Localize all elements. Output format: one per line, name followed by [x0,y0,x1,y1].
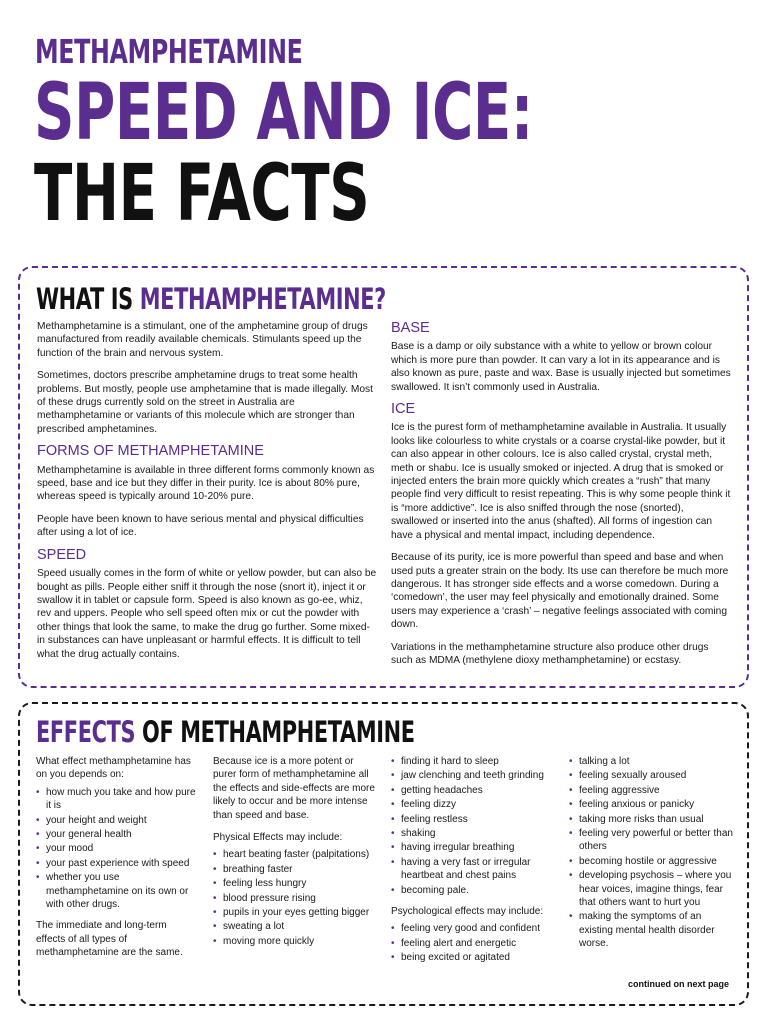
list-item: • jaw clenching and teeth grinding [391,769,561,782]
paragraph: Methamphetamine is a stimulant, one of the amphetamine group of drugs manufactured from readily available chemicals. Stimulants speed up the function of the brain and nervous system. [37,321,368,359]
list-item: • feeling very good and confident [391,922,561,935]
list-item: • feeling alert and energetic [391,937,561,950]
list-item: • taking more risks than usual [569,813,734,826]
list-item: • your height and weight [36,814,196,827]
heading-accent: EFFECTS [36,715,136,749]
list-item: • heart beating faster (palpitations) [213,848,378,861]
paragraph: Because of its purity, ice is more powerful than speed and base and when used puts a greater strain on the body. Its use can therefore be much more dangerous. It has stronger side effects and a worse comedown. During a ‘comedown’, the user may feel physically and emotionally drained. Some users may experience a ‘crash’ – negative feelings associated with coming down. [391,552,729,631]
effects-column-4 [569,755,734,959]
list-item: • breathing faster [213,863,378,876]
bullet-list [36,786,196,912]
paragraph: People have been known to have serious mental and physical difficulties after using a lot of ice. [37,513,364,539]
list-item: • having a very fast or irregular heartbeat and chest pains [391,856,561,883]
what-is-column-left [37,320,377,670]
list-item: • being excited or agitated [391,951,561,964]
paragraph: Variations in the methamphetamine structure also produce other drugs such as MDMA (methylene dioxy methamphetamine) or ecstasy. [391,641,709,666]
list-item: • finding it hard to sleep [391,755,561,768]
list-item: • your mood [36,842,196,855]
list-item: • blood pressure rising [213,892,378,905]
list-item: • feeling sexually aroused [569,769,734,782]
heading-plain: OF METHAMPHETAMINE [135,715,415,749]
paragraph: The immediate and long-term effects of all types of methamphetamine are the same. [36,920,183,959]
subheading-base: BASE [391,320,430,336]
list-item: • getting headaches [391,784,561,797]
list-item: • whether you use methamphetamine on its own or with other drugs. [36,871,196,911]
list-item: • feeling very powerful or better than others [569,827,734,854]
list-item: • becoming hostile or aggressive [569,855,734,868]
list-item: • how much you take and how pure it is [36,786,196,813]
list-item: • making the symptoms of an existing mental health disorder worse. [569,910,734,950]
list-item: • feeling anxious or panicky [569,798,734,811]
section-heading-effects [36,715,415,749]
effects-column-1 [36,755,196,969]
list-item: • having irregular breathing [391,841,561,854]
list-item: • moving more quickly [213,935,378,948]
paragraph: Because ice is a more potent or purer form of methamphetamine all the effects and side-effects are more likely to occur and be more intense than speed and base. [213,756,375,821]
subheading-speed: SPEED [37,546,87,563]
effects-column-3 [391,755,561,973]
heading-plain: WHAT IS [36,282,140,316]
list-item: • feeling restless [391,813,561,826]
physical-effects-label: Physical Effects may include: [213,832,343,844]
bullet-list [391,922,561,964]
what-is-column-right [391,318,731,676]
list-item: • feeling aggressive [569,784,734,797]
list-item: • shaking [391,827,561,840]
paragraph: Ice is the purest form of methamphetamine available in Australia. It usually looks like colourless to white crystals or a coarse crystal-like powder, but it can also appear in other colours. Ice is also called crystal, crystal meth, meth or shabu. Ice is usually smoked or injected. A drug that is smoked or injected enters the brain more quickly which creates a “rush” that many people find very difficult to resist repeating. This is why some people think it is “more addictive”. Ice is also sniffed through the nose (snorted), swallowed or inserted into the anus (shafted). All forms of ingestion can have a physical and mental impact, including dependence. [391,422,731,541]
list-item: • sweating a lot [213,920,378,933]
paragraph: Base is a damp or oily substance with a white to yellow or brown colour which is more pure than powder. It can vary a lot in its appearance and is also known as pure, paste and wax. Base is usually injected but sometimes swallowed. It isn’t commonly used in Australia. [391,341,731,393]
psychological-effects-label: Psychological effects may include: [391,906,544,918]
subheading-forms: FORMS OF METHAMPHETAMINE [37,443,264,460]
paragraph: Sometimes, doctors prescribe amphetamine drugs to treat some health problems. But mostly, people use amphetamine that is made illegally. Most of these drugs currently sold on the street in Australia are methamphetamine or variants of this molecule which are stronger than prescribed amphetamines. [37,370,373,435]
bullet-list [569,755,734,951]
paragraph: Methamphetamine is available in three different forms commonly known as speed, base and ice but they differ in their purity. Ice is about 80% pure, whereas speed is typically around 10-20% pure. [37,464,375,503]
paragraph: What effect methamphetamine has on you depends on: [36,756,191,781]
subheading-ice: ICE [391,401,416,418]
list-item: • talking a lot [569,755,734,768]
bullet-list [391,755,561,897]
page-title-line1: SPEED AND ICE: [34,68,534,158]
list-item: • pupils in your eyes getting bigger [213,906,378,919]
list-item: • your past experience with speed [36,857,196,870]
effects-column-2 [213,755,378,956]
kicker-title: METHAMPHETAMINE [35,32,303,71]
page-title-line2: THE FACTS [34,149,370,239]
bullet-list [213,848,378,948]
list-item: • becoming pale. [391,884,561,897]
heading-accent: METHAMPHETAMINE? [139,282,386,316]
list-item: • developing psychosis – where you hear voices, imagine things, fear that others want to hurt you [569,869,734,909]
list-item: • your general health [36,828,196,841]
list-item: • feeling dizzy [391,798,561,811]
section-heading-what-is [36,282,386,316]
list-item: • feeling less hungry [213,877,378,890]
continued-note: continued on next page [628,979,730,989]
paragraph: Speed usually comes in the form of white or yellow powder, but can also be bought as pills. People either sniff it through the nose (snort it), inject it or swallow it in tablet or capsule form. Speed is also known as go-ee, whiz, rev and uppers. People who sell speed often mix or cut the powder with other things that look the same, to make the drug go further. Some mixed-in substances can have unpleasant or harmful effects. It is difficult to tell what the drug actually contains. [37,568,377,660]
